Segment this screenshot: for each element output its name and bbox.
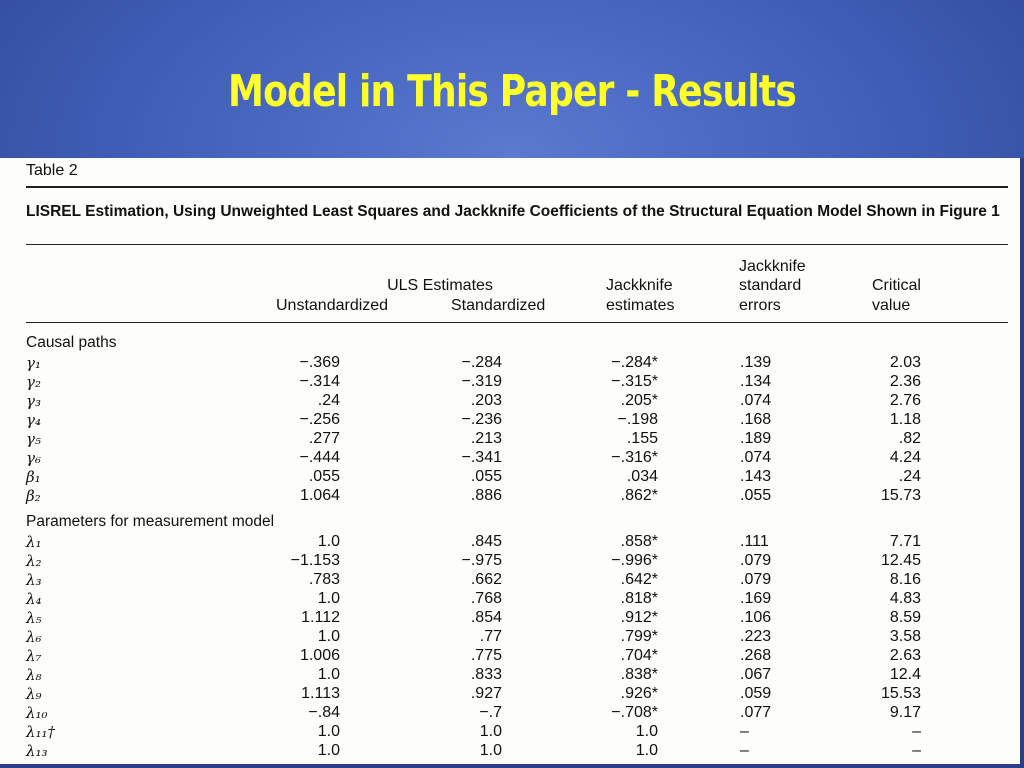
cell-symbol: β₂ xyxy=(26,487,41,505)
cell-jackknife-estimate: .642* xyxy=(620,571,658,588)
cell-critical-value: 12.4 xyxy=(889,666,921,683)
section-causal-paths: Causal paths xyxy=(26,334,117,351)
table-row xyxy=(0,373,1020,392)
cell-unstandardized: −.256 xyxy=(299,411,340,428)
cell-unstandardized: 1.006 xyxy=(299,647,340,664)
cell-critical-value: – xyxy=(912,742,921,759)
cell-symbol: γ₆ xyxy=(26,449,41,467)
header-critical-2: value xyxy=(872,297,911,314)
cell-standardized: −.236 xyxy=(461,411,502,428)
cell-unstandardized: −.444 xyxy=(299,449,340,466)
cell-standard-error: – xyxy=(740,742,749,759)
cell-standard-error: .143 xyxy=(740,468,772,485)
table-row xyxy=(0,552,1020,571)
cell-symbol: β₁ xyxy=(26,468,41,486)
results-table xyxy=(0,158,1024,764)
table-caption: LISREL Estimation, Using Unweighted Least Squares and Jackknife Coefficients of the Structural Equation Model Shown in Figure 1 xyxy=(26,203,1000,220)
cell-standardized: 1.0 xyxy=(479,742,502,759)
cell-standard-error: .067 xyxy=(740,666,772,683)
table-row xyxy=(0,571,1020,590)
cell-jackknife-estimate: .799* xyxy=(620,628,658,645)
cell-standardized: −.284 xyxy=(461,354,502,371)
cell-standardized: .662 xyxy=(470,571,502,588)
cell-symbol: λ₂ xyxy=(26,552,42,570)
cell-standardized: .854 xyxy=(470,609,502,626)
cell-standard-error: .079 xyxy=(740,571,772,588)
cell-standardized: −.319 xyxy=(461,373,502,390)
cell-jackknife-estimate: −.996* xyxy=(611,552,658,569)
cell-standard-error: .134 xyxy=(740,373,772,390)
cell-standard-error: .168 xyxy=(740,411,772,428)
cell-symbol: γ₂ xyxy=(26,373,41,391)
cell-unstandardized: −.314 xyxy=(299,373,340,390)
cell-standard-error: .079 xyxy=(740,552,772,569)
cell-symbol: λ₁₀ xyxy=(26,704,48,722)
cell-symbol: λ₃ xyxy=(26,571,42,589)
cell-critical-value: 2.36 xyxy=(889,373,921,390)
header-standardized: Standardized xyxy=(451,297,546,314)
cell-standard-error: .074 xyxy=(740,449,772,466)
cell-standardized: .213 xyxy=(470,430,502,447)
cell-standardized: .845 xyxy=(470,533,502,550)
header-unstandardized: Unstandardized xyxy=(276,297,389,314)
table-row xyxy=(0,392,1020,411)
cell-unstandardized: 1.113 xyxy=(301,685,340,702)
table-row xyxy=(0,590,1020,609)
slide-title: Model in This Paper - Results xyxy=(228,66,796,117)
cell-critical-value: 3.58 xyxy=(889,628,921,645)
cell-critical-value: 2.76 xyxy=(889,392,921,409)
cell-jackknife-estimate: 1.0 xyxy=(635,742,658,759)
cell-standardized: −.341 xyxy=(461,449,502,466)
cell-unstandardized: .24 xyxy=(317,392,340,409)
cell-critical-value: 4.83 xyxy=(889,590,921,607)
table-row xyxy=(0,628,1020,647)
cell-unstandardized: −.84 xyxy=(308,704,340,721)
cell-unstandardized: .277 xyxy=(308,430,340,447)
header-jackknife-se-2: standard xyxy=(739,277,802,294)
cell-critical-value: 15.53 xyxy=(880,685,921,702)
cell-symbol: λ₉ xyxy=(26,685,42,703)
cell-symbol: λ₅ xyxy=(26,609,42,627)
cell-jackknife-estimate: .818* xyxy=(620,590,658,607)
table-row xyxy=(0,666,1020,685)
table-row xyxy=(0,449,1020,468)
cell-unstandardized: −.369 xyxy=(299,354,340,371)
cell-critical-value: 15.73 xyxy=(880,487,921,504)
cell-standardized: .055 xyxy=(470,468,502,485)
top-rule xyxy=(26,186,1008,188)
cell-unstandardized: .055 xyxy=(308,468,340,485)
cell-jackknife-estimate: −.708* xyxy=(611,704,658,721)
cell-symbol: λ₈ xyxy=(26,666,42,684)
cell-jackknife-estimate: .155 xyxy=(626,430,658,447)
header-jackknife-se-3: errors xyxy=(739,297,781,314)
cell-critical-value: .82 xyxy=(898,430,921,447)
cell-jackknife-estimate: −.316* xyxy=(611,449,658,466)
cell-jackknife-estimate: .205* xyxy=(620,392,658,409)
cell-symbol: λ₄ xyxy=(26,590,42,608)
cell-unstandardized: −1.153 xyxy=(290,552,340,569)
cell-jackknife-estimate: .838* xyxy=(620,666,658,683)
cell-unstandardized: 1.0 xyxy=(317,666,340,683)
table-row xyxy=(0,411,1020,430)
cell-standard-error: .223 xyxy=(740,628,772,645)
cell-jackknife-estimate: .926* xyxy=(620,685,658,702)
cell-jackknife-estimate: −.315* xyxy=(611,373,658,390)
cell-standardized: .927 xyxy=(470,685,502,702)
cell-standardized: .77 xyxy=(479,628,502,645)
cell-jackknife-estimate: .704* xyxy=(620,647,658,664)
header-critical-1: Critical xyxy=(872,277,921,294)
header-uls-estimates: ULS Estimates xyxy=(387,277,493,294)
cell-standard-error: .059 xyxy=(740,685,772,702)
cell-standardized: .833 xyxy=(470,666,502,683)
cell-standard-error: .268 xyxy=(740,647,772,664)
cell-symbol: λ₁₁† xyxy=(26,723,56,741)
cell-unstandardized: 1.0 xyxy=(317,590,340,607)
table-row xyxy=(0,354,1020,373)
header-jackknife-se-1: Jackknife xyxy=(739,258,806,275)
cell-critical-value: 12.45 xyxy=(880,552,921,569)
table-row xyxy=(0,430,1020,449)
cell-standard-error: .111 xyxy=(740,533,769,550)
cell-standard-error: .139 xyxy=(740,354,772,371)
cell-unstandardized: 1.0 xyxy=(317,742,340,759)
cell-critical-value: 8.59 xyxy=(889,609,921,626)
header-jackknife-estimates-1: Jackknife xyxy=(606,277,673,294)
section-measurement-model: Parameters for measurement model xyxy=(26,513,275,530)
cell-jackknife-estimate: 1.0 xyxy=(635,723,658,740)
cell-critical-value: 7.71 xyxy=(889,533,921,550)
cell-unstandardized: 1.0 xyxy=(317,533,340,550)
cell-symbol: γ₁ xyxy=(26,354,41,372)
table-row xyxy=(0,685,1020,704)
cell-symbol: λ₆ xyxy=(26,628,42,646)
cell-jackknife-estimate: −.198 xyxy=(617,411,658,428)
cell-jackknife-estimate: .912* xyxy=(620,609,658,626)
cell-unstandardized: 1.0 xyxy=(317,628,340,645)
cell-standard-error: .189 xyxy=(740,430,772,447)
table-label: Table 2 xyxy=(26,162,78,179)
table-row xyxy=(0,609,1020,628)
cell-jackknife-estimate: .858* xyxy=(620,533,658,550)
cell-critical-value: .24 xyxy=(898,468,921,485)
table-row xyxy=(0,723,1020,742)
cell-standard-error: .077 xyxy=(740,704,772,721)
cell-standardized: .768 xyxy=(470,590,502,607)
cell-standard-error: .055 xyxy=(740,487,772,504)
cell-critical-value: 2.03 xyxy=(889,354,921,371)
table-row xyxy=(0,742,1020,761)
cell-critical-value: 9.17 xyxy=(889,704,921,721)
table-row xyxy=(0,647,1020,666)
cell-critical-value: 2.63 xyxy=(889,647,921,664)
cell-unstandardized: 1.112 xyxy=(301,609,340,626)
table-row xyxy=(0,487,1020,506)
cell-standard-error: .074 xyxy=(740,392,772,409)
table-row xyxy=(0,533,1020,552)
cell-standardized: −.7 xyxy=(479,704,502,721)
cell-critical-value: 4.24 xyxy=(889,449,921,466)
cell-standard-error: – xyxy=(740,723,749,740)
header-rule xyxy=(26,322,1008,323)
table-row xyxy=(0,704,1020,723)
cell-symbol: λ₁₃ xyxy=(26,742,48,760)
cell-jackknife-estimate: −.284* xyxy=(611,354,658,371)
cell-unstandardized: 1.064 xyxy=(299,487,340,504)
cell-standardized: −.975 xyxy=(461,552,502,569)
header-jackknife-estimates-2: estimates xyxy=(606,297,675,314)
cell-standard-error: .106 xyxy=(740,609,772,626)
cell-symbol: γ₅ xyxy=(26,430,41,448)
cell-critical-value: 8.16 xyxy=(889,571,921,588)
cell-standard-error: .169 xyxy=(740,590,772,607)
cell-critical-value: 1.18 xyxy=(889,411,921,428)
cell-symbol: γ₃ xyxy=(26,392,41,410)
cell-unstandardized: .783 xyxy=(308,571,340,588)
cell-symbol: γ₄ xyxy=(26,411,41,429)
cell-jackknife-estimate: .862* xyxy=(620,487,658,504)
cell-standardized: 1.0 xyxy=(479,723,502,740)
table-row xyxy=(0,468,1020,487)
cell-symbol: λ₁ xyxy=(26,533,42,551)
cell-standardized: .886 xyxy=(470,487,502,504)
caption-rule xyxy=(26,244,1008,245)
cell-symbol: λ₇ xyxy=(26,647,42,665)
cell-standardized: .775 xyxy=(470,647,502,664)
cell-jackknife-estimate: .034 xyxy=(626,468,658,485)
cell-standardized: .203 xyxy=(470,392,502,409)
cell-unstandardized: 1.0 xyxy=(317,723,340,740)
cell-critical-value: – xyxy=(912,723,921,740)
